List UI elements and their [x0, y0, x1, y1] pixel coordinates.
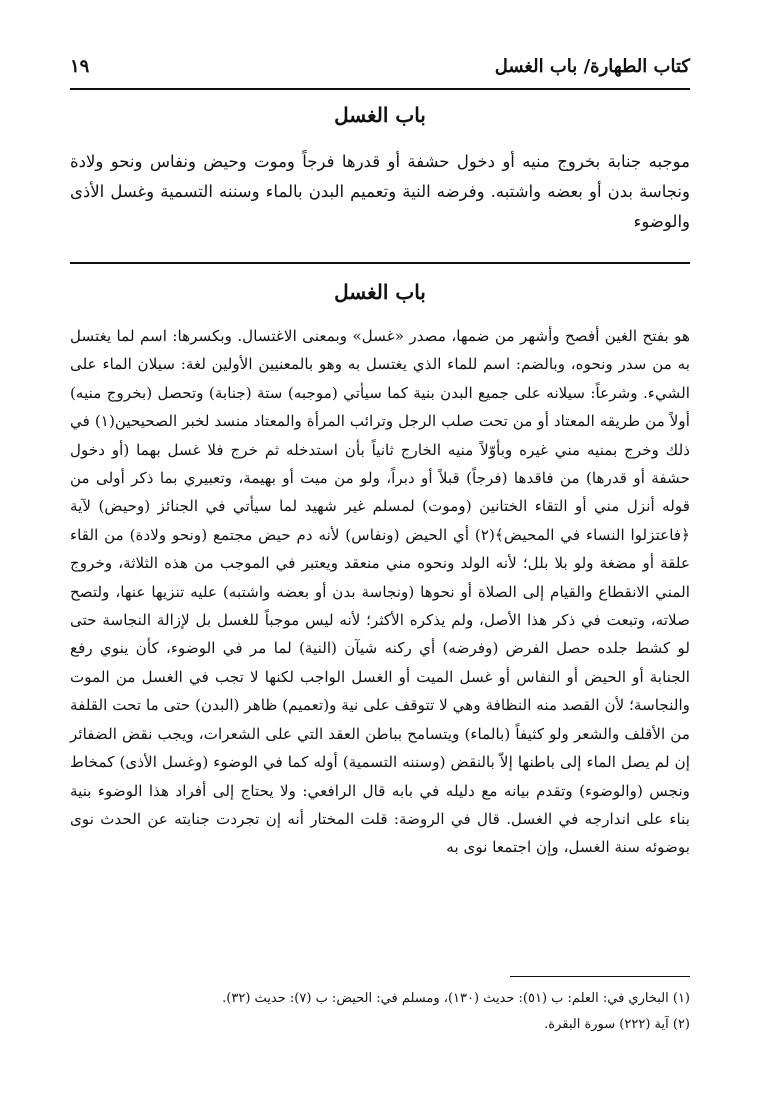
sharh-paragraph: هو بفتح الغين أفصح وأشهر من ضمها، مصدر «غسل» وبمعنى الاغتسال. وبكسرها: اسم لما يغتسل به من سدر ونحوه، وبالضم: اسم للماء الذي يغتسل به وهو بالمعنيين الأولين لغة: سيلان الماء على الشيء. وشرعاً: سيلانه على جميع البدن بنية كما سيأتي (موجبه) ستة (جنابة) وتحصل (بخروج منيه) أولاً من طريقه المعتاد أو من تحت صلب الرجل وترائب المرأة والمعتاد منسد لخبر الصحيحين(١) في ذلك وخرج بمنيه مني غيره وبأوّلاً منيه الخارج ثانياً بأن استدخله ثم خرج فلا غسل بهما (أو دخول حشفة أو قدرها) من فاقدها (فرجاً) قبلاً أو دبراً، ولو من ميت أو بهيمة، وتعبيري بما ذكر أولى من قوله أنزل مني أو التقاء الختانين (وموت) لمسلم غير شهيد لما سيأتي في الجنائز (وحيض) لآية ﴿فاعتزلوا النساء في المحيض﴾(٢) أي الحيض (ونفاس) لأنه دم حيض مجتمع (ونحو ولادة) من القاء علقة أو مضغة ولو بلا بلل؛ لأنه الولد ونحوه مني منعقد ويعتبر في الموجب من هذه الثلاثة، وخروج المني الانقطاع والقيام إلى الصلاة أو نحوها (ونجاسة بدن أو بعضه واشتبه) عليه تنزيها عنها، ولتصح صلاته، وتبعت في ذكر هذا الأصل، ولم يذكره الأكثر؛ لأنه ليس موجباً للغسل بل لإزالة النجاسة حتى لو كشط جلده حصل الفرض (وفرضه) أي ركنه شيآن (النية) لما مر في الوضوء، كأن ينوي رفع الجنابة أو الحيض أو النفاس أو غسل الميت أو الغسل الواجب لكنها لا تجب في الغسل من الموت والنجاسة؛ لأن القصد منه النظافة وهي لا تتوقف على نية و(تعميم) ظاهر (البدن) حتى ما تحت القلفة من الأقلف والشعر ولو كثيفاً (بالماء) ويتسامح بباطن العقد التي على الشعرات، ويجب نقض الضفائر إن لم يصل الماء إلى باطنها إلاّ بالنقض (وسننه التسمية) أوله كما في الوضوء (وغسل الأذى) كمخاط ونجس (والوضوء) وتقدم بيانه مع دليله في بابه قال الرافعي: ولا يحتاج إلى أفراد هذا الوضوء بنية بناء على اندارجه في الغسل. قال في الروضة: قلت المختار أنه إن تجردت جنابته عن الحدث نوى بوضوئه سنة الغسل، وإن اجتمعا نوى به	[70, 327, 691, 857]
running-title: كتاب الطهارة/ باب الغسل	[494, 56, 690, 77]
sharh-heading: باب الغسل	[334, 280, 426, 304]
page-header	[70, 56, 690, 86]
section-divider	[70, 262, 690, 264]
footnote-2: (٢) آية (٢٢٢) سورة البقرة.	[544, 1017, 690, 1032]
matn-text: موجبه جنابة بخروج منيه أو دخول حشفة أو قدرها فرجاً وموت وحيض ونفاس ونحو ولادة ونجاسة بدن أو بعضه واشتبه. وفرضه النية وتعميم البدن بالماء وسننه التسمية وغسل الأذى والوضوء	[70, 152, 690, 231]
footnote-1: (١) البخاري في: العلم: ب (٥١): حديث (١٣٠)، ومسلم في: الحيض: ب (٧): حديث (٣٢).	[222, 991, 690, 1006]
footnotes	[70, 986, 690, 1038]
header-divider	[70, 88, 690, 90]
footnote-divider	[510, 976, 690, 977]
sharh-body	[70, 322, 690, 862]
page-number: ١٩	[70, 56, 90, 77]
matn-heading: باب الغسل	[334, 103, 426, 127]
